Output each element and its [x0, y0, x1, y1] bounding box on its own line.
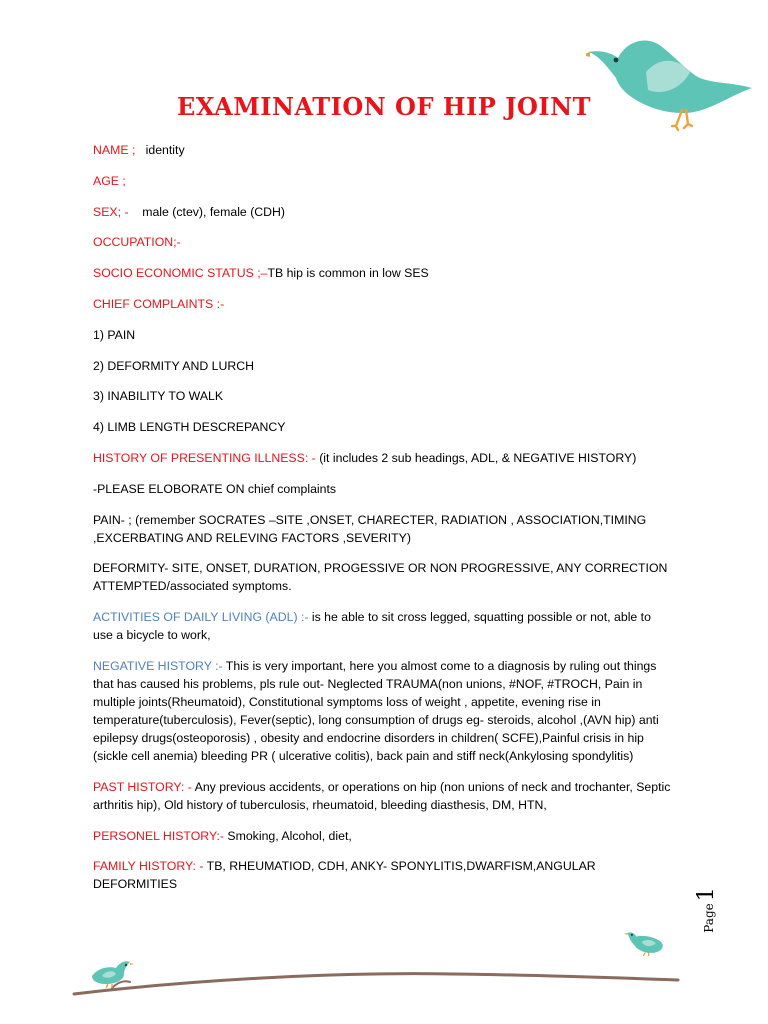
personal-history-paragraph	[93, 827, 673, 845]
page-number	[694, 887, 754, 933]
family-history-value: TB, RHEUMATIOD, CDH, ANKY- SPONYLITIS,DWARFISM,ANGULAR DEFORMITIES	[93, 859, 596, 892]
adl-paragraph	[93, 608, 673, 644]
small-bird-left-icon	[88, 954, 134, 988]
adl-value: is he able to sit cross legged, squatting possible or not, able to use a bicycle to work,	[93, 610, 651, 643]
name-field	[93, 141, 673, 159]
personal-history-label: PERSONEL HISTORY:-	[93, 828, 224, 843]
pain-paragraph: PAIN- ; (remember SOCRATES –SITE ,ONSET, CHARECTER, RADIATION , ASSOCIATION,TIMING ,EXCERBATING AND RELEVING FACTORS ,SEVERITY)	[93, 512, 647, 545]
negative-history-label: NEGATIVE HISTORY :-	[93, 658, 223, 673]
age-field	[93, 172, 673, 190]
name-label: NAME ;	[93, 143, 136, 157]
page-title: EXAMINATION OF HIP JOINT	[177, 92, 591, 121]
branch-illustration-icon	[72, 960, 682, 1000]
name-value: identity	[145, 143, 185, 157]
family-history-paragraph	[93, 857, 673, 893]
complaint-item: 4) LIMB LENGTH DESCREPANCY	[93, 420, 286, 435]
page-number-value: 1	[694, 887, 719, 902]
negative-history-paragraph	[93, 657, 673, 765]
deformity-paragraph: DEFORMITY- SITE, ONSET, DURATION, PROGESSIVE OR NON PROGRESSIVE, ANY CORRECTION ATTEMPTED/associated symptoms.	[93, 561, 668, 594]
document-body	[93, 141, 673, 906]
personal-history-value: Smoking, Alcohol, diet,	[223, 828, 352, 843]
occupation-label: OCCUPATION;-	[93, 235, 181, 250]
occupation-field	[93, 233, 673, 251]
past-history-paragraph	[93, 778, 673, 814]
page-word: Page	[702, 903, 716, 933]
ses-field	[93, 264, 673, 282]
negative-history-value: This is very important, here you almost come to a diagnosis by ruling out things that has caused his problems, pls rule out- Neglected TRAUMA(non unions, #NOF, #TROCH, Pain in multiple joints(Rheumatoid), Constitutional symptoms loss of weight , appetite, evening rise in temperature(tuberculosis), Fever(septic), long consumption of drugs eg- steroids, alcohol ,(AVN hip) anti epilepsy drugs(osteoporosis) , obesity and endocrine disorders in children( SCFE),Painful crisis in hip (sickle cell anemia) bleeding PR ( ulcerative colitis), back pain and stiff neck(Ankylosing spondylitis)	[93, 658, 659, 763]
chief-complaints-heading	[93, 295, 673, 313]
complaint-item: 1) PAIN	[93, 327, 136, 342]
adl-label: ACTIVITIES OF DAILY LIVING (ADL) :-	[93, 610, 309, 625]
sex-label: SEX; -	[93, 204, 129, 219]
small-bird-right-icon	[624, 926, 668, 956]
past-history-label: PAST HISTORY: -	[93, 779, 192, 794]
elaborate-note: -PLEASE ELOBORATE ON chief complaints	[93, 481, 337, 496]
family-history-label: FAMILY HISTORY: -	[93, 859, 204, 874]
hpi-field	[93, 449, 673, 467]
ses-value: TB hip is common in low SES	[267, 266, 429, 281]
complaint-item: 3) INABILITY TO WALK	[93, 389, 224, 404]
ses-label: SOCIO ECONOMIC STATUS ;–	[93, 266, 268, 281]
complaint-item: 2) DEFORMITY AND LURCH	[93, 358, 255, 373]
sex-field	[93, 203, 673, 221]
past-history-value: Any previous accidents, or operations on hip (non unions of neck and trochanter, Septic arthritis hip), Old history of tuberculosis, rheumatoid, bleeding diasthesis, DM, HTN,	[93, 779, 671, 812]
hpi-label: HISTORY OF PRESENTING ILLNESS: -	[93, 450, 316, 465]
sex-value: male (ctev), female (CDH)	[142, 204, 286, 219]
age-label: AGE ;	[93, 173, 126, 188]
chief-complaints-label: CHIEF COMPLAINTS :-	[93, 296, 225, 311]
hpi-value: (it includes 2 sub headings, ADL, & NEGATIVE HISTORY)	[315, 450, 637, 465]
